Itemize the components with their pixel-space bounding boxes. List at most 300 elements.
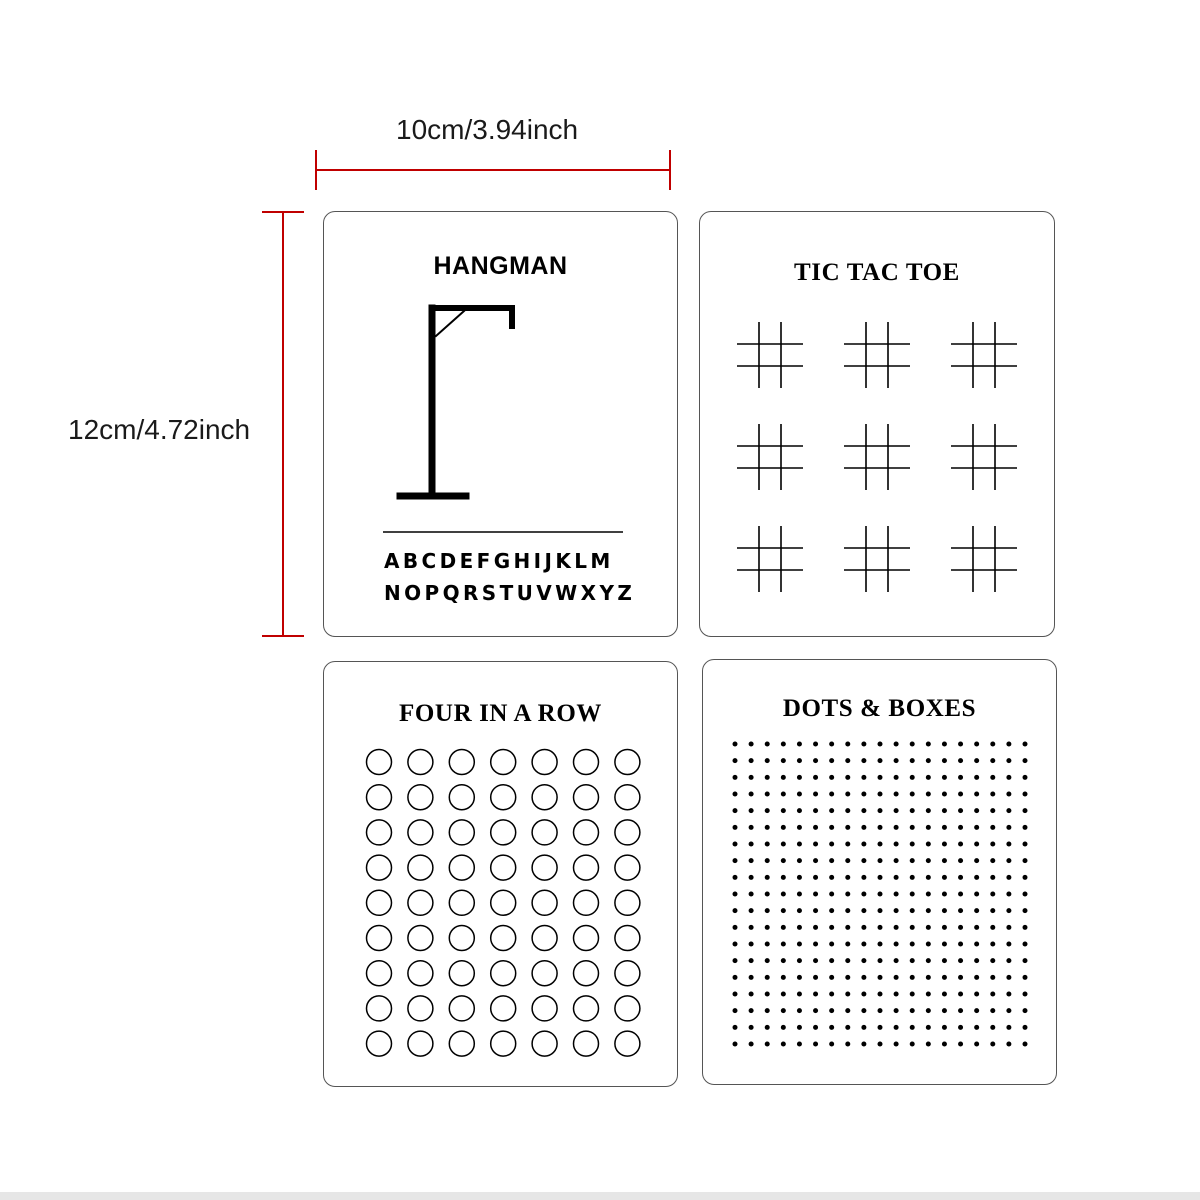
bottom-edge <box>0 1192 1200 1200</box>
grid-dot <box>1006 758 1011 763</box>
board-hole <box>491 996 516 1021</box>
board-hole <box>449 1031 474 1056</box>
grid-dot <box>749 1042 754 1047</box>
grid-dot <box>894 1008 899 1013</box>
grid-dot <box>942 992 947 997</box>
grid-dot <box>942 975 947 980</box>
grid-dot <box>861 775 866 780</box>
grid-dot <box>958 925 963 930</box>
grid-dot <box>781 1042 786 1047</box>
grid-dot <box>781 842 786 847</box>
grid-dot <box>861 825 866 830</box>
grid-dot <box>749 958 754 963</box>
grid-dot <box>942 775 947 780</box>
grid-dot <box>974 1008 979 1013</box>
grid-dot <box>829 808 834 813</box>
grid-dot <box>926 1008 931 1013</box>
board-hole <box>491 1031 516 1056</box>
board-hole <box>615 961 640 986</box>
grid-dot <box>990 825 995 830</box>
grid-dot <box>910 1042 915 1047</box>
grid-dot <box>958 892 963 897</box>
grid-dot <box>829 742 834 747</box>
board-hole <box>367 785 392 810</box>
grid-dot <box>749 808 754 813</box>
grid-dot <box>894 875 899 880</box>
grid-dot <box>813 1042 818 1047</box>
grid-dot <box>910 742 915 747</box>
grid-dot <box>926 758 931 763</box>
grid-dot <box>1023 858 1028 863</box>
tic-tac-toe-grid <box>844 322 910 388</box>
grid-dot <box>910 1008 915 1013</box>
grid-dot <box>894 1025 899 1030</box>
grid-dot <box>829 908 834 913</box>
grid-dot <box>894 925 899 930</box>
grid-dot <box>1006 792 1011 797</box>
board-hole <box>449 750 474 775</box>
grid-dot <box>797 1042 802 1047</box>
grid-dot <box>894 792 899 797</box>
board-hole <box>449 926 474 951</box>
grid-dot <box>781 825 786 830</box>
grid-dot <box>797 808 802 813</box>
grid-dot <box>1006 992 1011 997</box>
grid-dot <box>813 792 818 797</box>
grid-dot <box>797 1025 802 1030</box>
grid-dot <box>733 925 738 930</box>
grid-dot <box>910 892 915 897</box>
grid-dot <box>797 942 802 947</box>
grid-dot <box>861 742 866 747</box>
grid-dot <box>829 942 834 947</box>
grid-dot <box>878 825 883 830</box>
grid-dot <box>845 1008 850 1013</box>
grid-dot <box>765 958 770 963</box>
grid-dot <box>765 742 770 747</box>
board-hole <box>574 820 599 845</box>
grid-dot <box>926 908 931 913</box>
grid-dot <box>942 858 947 863</box>
board-hole <box>532 750 557 775</box>
grid-dot <box>733 875 738 880</box>
board-hole <box>615 890 640 915</box>
board-hole <box>615 996 640 1021</box>
grid-dot <box>894 758 899 763</box>
grid-dot <box>781 975 786 980</box>
grid-dot <box>942 825 947 830</box>
grid-dot <box>797 975 802 980</box>
grid-dot <box>781 792 786 797</box>
grid-dot <box>1023 808 1028 813</box>
grid-dot <box>797 858 802 863</box>
grid-dot <box>749 908 754 913</box>
grid-dot <box>990 1025 995 1030</box>
tic-tac-toe-grid <box>737 424 803 490</box>
board-hole <box>615 785 640 810</box>
grid-dot <box>958 792 963 797</box>
grid-dot <box>1006 1042 1011 1047</box>
grid-dot <box>1023 1025 1028 1030</box>
grid-dot <box>910 942 915 947</box>
board-hole <box>491 855 516 880</box>
board-hole <box>408 1031 433 1056</box>
grid-dot <box>894 992 899 997</box>
grid-dot <box>942 908 947 913</box>
grid-dot <box>1006 958 1011 963</box>
grid-dot <box>861 942 866 947</box>
grid-dot <box>829 858 834 863</box>
grid-dot <box>1006 742 1011 747</box>
board-hole <box>574 890 599 915</box>
grid-dot <box>765 892 770 897</box>
grid-dot <box>861 808 866 813</box>
grid-dot <box>990 942 995 947</box>
grid-dot <box>878 808 883 813</box>
grid-dot <box>894 825 899 830</box>
alphabet-row-2: NOPQRSTUVWXYZ <box>384 581 636 605</box>
grid-dot <box>749 975 754 980</box>
grid-dot <box>733 808 738 813</box>
grid-dot <box>765 942 770 947</box>
tic-tac-toe-title: TIC TAC TOE <box>794 259 960 286</box>
grid-dot <box>749 858 754 863</box>
grid-dot <box>765 875 770 880</box>
board-hole <box>408 855 433 880</box>
board-hole <box>449 785 474 810</box>
grid-dot <box>797 908 802 913</box>
four-in-a-row-board <box>324 662 678 1087</box>
tic-tac-toe-card <box>699 211 1055 637</box>
grid-dot <box>845 775 850 780</box>
grid-dot <box>845 742 850 747</box>
grid-dot <box>749 1025 754 1030</box>
grid-dot <box>878 842 883 847</box>
grid-dot <box>974 975 979 980</box>
grid-dot <box>1023 842 1028 847</box>
grid-dot <box>813 975 818 980</box>
grid-dot <box>813 775 818 780</box>
grid-dot <box>910 925 915 930</box>
grid-dot <box>958 992 963 997</box>
board-hole <box>449 855 474 880</box>
grid-dot <box>974 958 979 963</box>
grid-dot <box>813 992 818 997</box>
grid-dot <box>765 908 770 913</box>
board-hole <box>574 1031 599 1056</box>
grid-dot <box>861 1008 866 1013</box>
grid-dot <box>878 792 883 797</box>
grid-dot <box>990 1042 995 1047</box>
board-hole <box>367 855 392 880</box>
grid-dot <box>733 958 738 963</box>
grid-dot <box>829 1042 834 1047</box>
grid-dot <box>894 1042 899 1047</box>
grid-dot <box>1023 742 1028 747</box>
grid-dot <box>861 1042 866 1047</box>
grid-dot <box>878 775 883 780</box>
grid-dot <box>829 958 834 963</box>
board-hole <box>367 996 392 1021</box>
grid-dot <box>942 842 947 847</box>
grid-dot <box>781 942 786 947</box>
grid-dot <box>974 808 979 813</box>
grid-dot <box>990 875 995 880</box>
grid-dot <box>813 925 818 930</box>
board-hole <box>491 961 516 986</box>
grid-dot <box>781 892 786 897</box>
grid-dot <box>813 942 818 947</box>
grid-dot <box>797 825 802 830</box>
grid-dot <box>845 892 850 897</box>
grid-dot <box>958 1042 963 1047</box>
grid-dot <box>749 1008 754 1013</box>
grid-dot <box>990 925 995 930</box>
grid-dot <box>974 1042 979 1047</box>
grid-dot <box>958 1008 963 1013</box>
board-hole <box>491 820 516 845</box>
grid-dot <box>990 842 995 847</box>
grid-dot <box>974 775 979 780</box>
grid-dot <box>878 1042 883 1047</box>
grid-dot <box>878 925 883 930</box>
hangman-card <box>323 211 678 637</box>
grid-dot <box>958 975 963 980</box>
grid-dot <box>878 908 883 913</box>
grid-dot <box>1006 892 1011 897</box>
grid-dot <box>974 925 979 930</box>
grid-dot <box>781 1008 786 1013</box>
grid-dot <box>765 758 770 763</box>
grid-dot <box>765 975 770 980</box>
board-hole <box>449 890 474 915</box>
board-hole <box>449 996 474 1021</box>
board-hole <box>408 785 433 810</box>
board-hole <box>367 926 392 951</box>
grid-dot <box>926 808 931 813</box>
grid-dot <box>861 758 866 763</box>
grid-dot <box>910 958 915 963</box>
grid-dot <box>813 758 818 763</box>
grid-dot <box>926 775 931 780</box>
grid-dot <box>926 975 931 980</box>
grid-dot <box>749 925 754 930</box>
grid-dot <box>926 942 931 947</box>
grid-dot <box>733 1008 738 1013</box>
grid-dot <box>926 1025 931 1030</box>
grid-dot <box>1023 792 1028 797</box>
board-hole <box>449 961 474 986</box>
grid-dot <box>1006 808 1011 813</box>
grid-dot <box>942 958 947 963</box>
grid-dot <box>878 875 883 880</box>
grid-dot <box>1006 1025 1011 1030</box>
grid-dot <box>733 908 738 913</box>
board-hole <box>408 926 433 951</box>
grid-dot <box>958 758 963 763</box>
grid-dot <box>845 842 850 847</box>
grid-dot <box>845 1025 850 1030</box>
grid-dot <box>974 742 979 747</box>
height-dimension-label: 12cm/4.72inch <box>68 414 251 445</box>
grid-dot <box>974 825 979 830</box>
board-hole <box>532 1031 557 1056</box>
grid-dot <box>845 875 850 880</box>
grid-dot <box>797 892 802 897</box>
grid-dot <box>878 958 883 963</box>
board-hole <box>408 961 433 986</box>
grid-dot <box>733 992 738 997</box>
grid-dot <box>1006 825 1011 830</box>
grid-dot <box>958 875 963 880</box>
board-hole <box>408 750 433 775</box>
grid-dot <box>861 1025 866 1030</box>
grid-dot <box>1023 958 1028 963</box>
grid-dot <box>974 792 979 797</box>
grid-dot <box>861 992 866 997</box>
grid-dot <box>829 825 834 830</box>
grid-dot <box>878 758 883 763</box>
board-hole <box>574 996 599 1021</box>
board-hole <box>491 926 516 951</box>
grid-dot <box>765 825 770 830</box>
grid-dot <box>990 775 995 780</box>
board-hole <box>367 820 392 845</box>
four-in-a-row-title: FOUR IN A ROW <box>399 700 602 727</box>
grid-dot <box>1023 992 1028 997</box>
grid-dot <box>797 742 802 747</box>
grid-dot <box>765 842 770 847</box>
grid-dot <box>878 992 883 997</box>
grid-dot <box>910 808 915 813</box>
grid-dot <box>797 1008 802 1013</box>
grid-dot <box>1023 925 1028 930</box>
grid-dot <box>1023 975 1028 980</box>
grid-dot <box>829 875 834 880</box>
grid-dot <box>878 858 883 863</box>
grid-dot <box>845 758 850 763</box>
grid-dot <box>765 1008 770 1013</box>
grid-dot <box>1006 1008 1011 1013</box>
grid-dot <box>765 858 770 863</box>
grid-dot <box>733 942 738 947</box>
grid-dot <box>878 892 883 897</box>
grid-dot <box>861 892 866 897</box>
grid-dot <box>733 975 738 980</box>
grid-dot <box>861 792 866 797</box>
grid-dot <box>974 858 979 863</box>
grid-dot <box>958 842 963 847</box>
grid-dot <box>1023 892 1028 897</box>
board-hole <box>615 855 640 880</box>
grid-dot <box>861 958 866 963</box>
grid-dot <box>749 775 754 780</box>
grid-dot <box>733 892 738 897</box>
tic-tac-toe-grid <box>951 424 1017 490</box>
grid-dot <box>974 992 979 997</box>
board-hole <box>367 961 392 986</box>
grid-dot <box>894 958 899 963</box>
tic-tac-toe-grid <box>844 424 910 490</box>
grid-dot <box>926 1042 931 1047</box>
grid-dot <box>942 1042 947 1047</box>
grid-dot <box>813 742 818 747</box>
grid-dot <box>845 808 850 813</box>
board-hole <box>532 996 557 1021</box>
grid-dot <box>1006 908 1011 913</box>
grid-dot <box>845 908 850 913</box>
grid-dot <box>926 925 931 930</box>
board-hole <box>491 750 516 775</box>
grid-dot <box>958 808 963 813</box>
grid-dot <box>813 1025 818 1030</box>
grid-dot <box>845 925 850 930</box>
hangman-title: HANGMAN <box>433 252 568 280</box>
grid-dot <box>942 758 947 763</box>
grid-dot <box>829 892 834 897</box>
grid-dot <box>845 1042 850 1047</box>
grid-dot <box>765 792 770 797</box>
board-hole <box>574 750 599 775</box>
grid-dot <box>942 942 947 947</box>
grid-dot <box>894 892 899 897</box>
grid-dot <box>910 842 915 847</box>
board-hole <box>367 750 392 775</box>
board-hole <box>367 1031 392 1056</box>
tic-tac-toe-grid <box>951 322 1017 388</box>
grid-dot <box>1023 942 1028 947</box>
grid-dot <box>894 975 899 980</box>
grid-dot <box>990 908 995 913</box>
grid-dot <box>765 925 770 930</box>
grid-dot <box>845 942 850 947</box>
grid-dot <box>878 942 883 947</box>
grid-dot <box>910 908 915 913</box>
grid-dot <box>1023 908 1028 913</box>
grid-dot <box>861 975 866 980</box>
tic-tac-toe-grid <box>737 322 803 388</box>
grid-dot <box>765 1042 770 1047</box>
grid-dot <box>781 875 786 880</box>
grid-dot <box>990 958 995 963</box>
board-hole <box>574 855 599 880</box>
grid-dot <box>1006 875 1011 880</box>
grid-dot <box>749 758 754 763</box>
board-hole <box>532 926 557 951</box>
tic-tac-toe-grids <box>700 212 1055 637</box>
grid-dot <box>733 858 738 863</box>
grid-dot <box>733 742 738 747</box>
dots-and-boxes-card <box>702 659 1057 1085</box>
grid-dot <box>910 1025 915 1030</box>
grid-dot <box>781 808 786 813</box>
grid-dot <box>990 1008 995 1013</box>
board-hole <box>615 820 640 845</box>
board-hole <box>532 961 557 986</box>
grid-dot <box>1023 758 1028 763</box>
grid-dot <box>926 892 931 897</box>
grid-dot <box>974 1025 979 1030</box>
grid-dot <box>974 942 979 947</box>
grid-dot <box>990 808 995 813</box>
board-hole <box>491 890 516 915</box>
board-hole <box>574 926 599 951</box>
grid-dot <box>749 892 754 897</box>
grid-dot <box>861 858 866 863</box>
grid-dot <box>781 958 786 963</box>
board-hole <box>408 890 433 915</box>
grid-dot <box>942 1025 947 1030</box>
